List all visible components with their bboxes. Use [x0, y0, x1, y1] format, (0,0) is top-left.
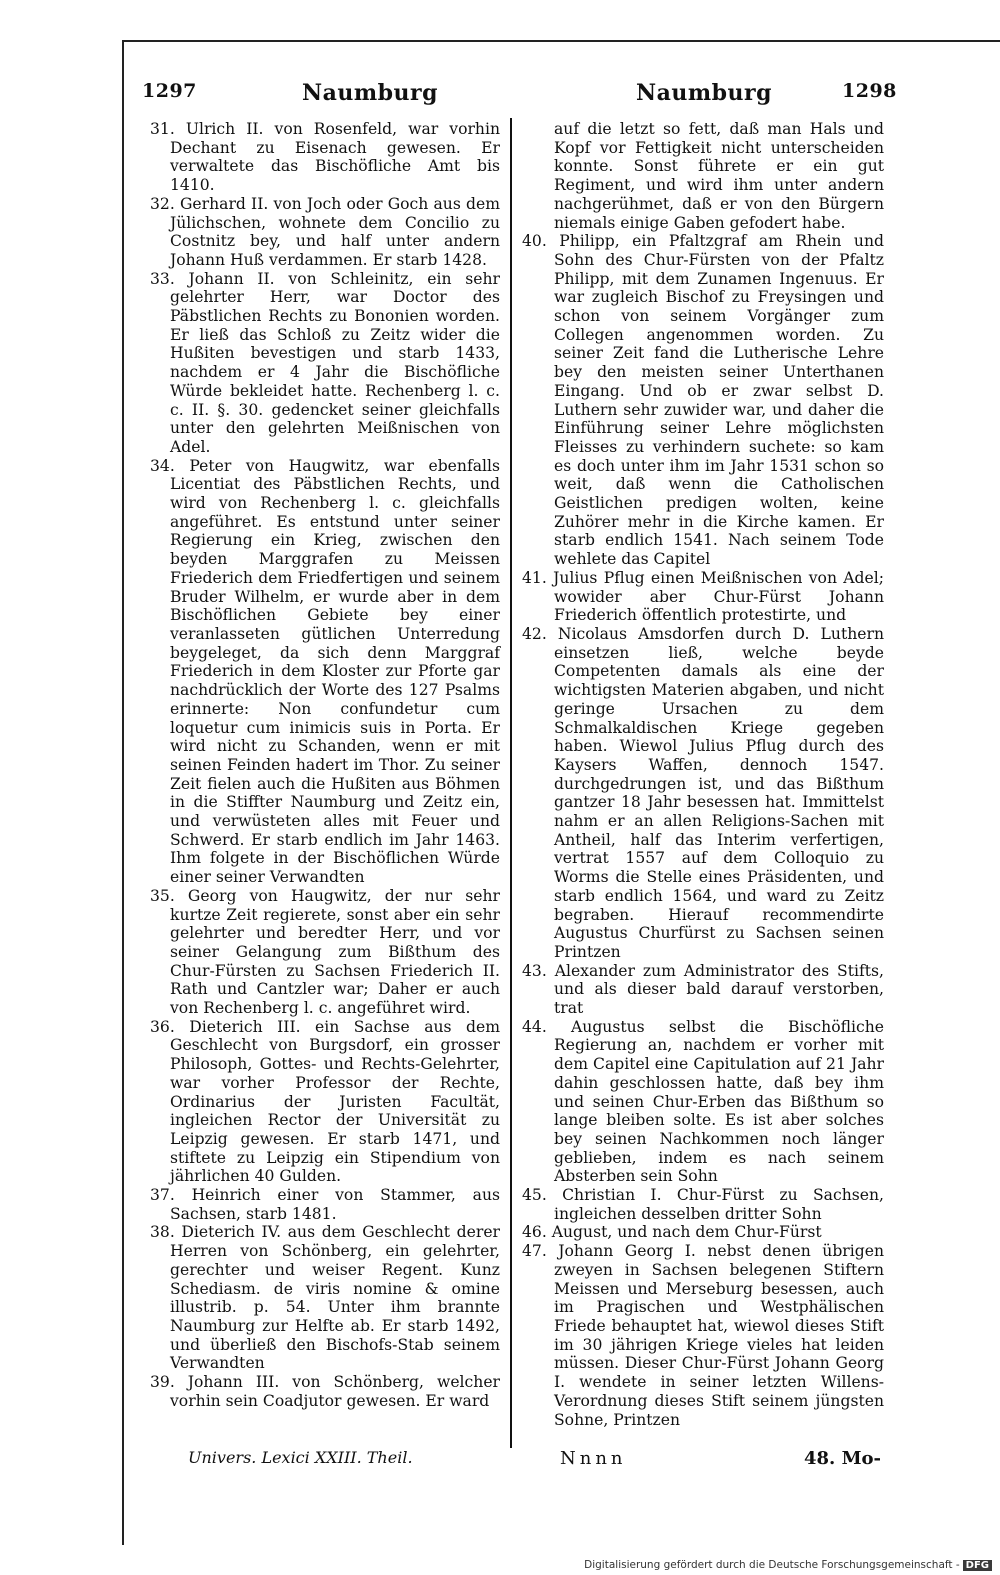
entry-43: 43. Alexander zum Administrator des Stifts, und als dieser bald darauf verstorben, trat [522, 961, 884, 1018]
left-page-number: 1297 [142, 80, 197, 102]
credit-text: Digitalisierung gefördert durch die Deutsche Forschungsgemeinschaft - [584, 1559, 960, 1571]
entry-45: 45. Christian I. Chur-Fürst zu Sachsen, ingleichen desselben dritter Sohn [522, 1186, 884, 1223]
page-border-top [122, 40, 1000, 42]
entry-42: 42. Nicolaus Amsdorfen durch D. Luthern einsetzen ließ, welche beyde Competenten damals als eine der wichtigsten Materien abgaben, und nicht geringe Ursachen zu dem Schmalkaldischen Kriege gegeben haben. Wiewol Julius Pflug durch des Kaysers Waffen, dennoch 1547. durchgedrungen ist, und das Bißthum gantzer 18 Jahr besessen hat. Immittelst nahm er an allen Religions-Sachen mit Antheil, half das Interim verfertigen, vertrat 1557 auf dem Colloquio zu Worms die Stelle eines Präsidenten, und starb endlich 1564, und ward zu Zeitz begraben. Hierauf recommendirte Augustus Churfürst zu Sachsen seinen Printzen [522, 624, 884, 961]
entry-41: 41. Julius Pflug einen Meißnischen von Adel; wowider aber Chur-Fürst Johann Friederich öffentlich protestirte, und [522, 568, 884, 625]
entry-34: 34. Peter von Haugwitz, war ebenfalls Licentiat des Päbstlichen Rechts, und wird von Rechenberg l. c. gleichfalls angeführet. Es entstund unter seiner Regierung ein Krieg, zwischen den beyden Marggrafen zu Meissen Friederich dem Friedfertigen und seinem Bruder Wilhelm, er wurde aber in dem Bischöflichen Gebiete bey einer veranlasseten gütlichen Unterredung beygeleget, da sich denn Marggraf Friederich in dem Kloster zur Pforte gar nachdrücklich der Worte des 127 Psalms erinnerte: Non confundetur cum loquetur cum inimicis suis in Porta. Er wird nicht zu Schanden, wenn er mit seinen Feinden hadert im Thor. Zu seiner Zeit fielen auch die Hußiten aus Böhmen in die Stiffter Naumburg und Zeitz ein, und verwüsteten alles mit Feuer und Schwerd. Er starb endlich im Jahr 1463. Ihm folgete in der Bischöflichen Würde einer seiner Verwandten [150, 456, 500, 887]
catchword: 48. Mo- [804, 1448, 881, 1469]
page-border-left [122, 40, 124, 1545]
right-running-title: Naumburg [636, 80, 772, 106]
entry-33: 33. Johann II. von Schleinitz, ein sehr gelehrter Herr, war Doctor des Päbstlichen Rechts zu Bononien worden. Er ließ das Schloß zu Zeitz wider die Hußiten bevestigen und starb 1433, nachdem er 4 Jahr die Bischöfliche Würde bekleidet hatte. Rechenberg l. c. c. II. §. 30. gedencket seiner gleichfalls unter den gelehrten Meißnischen von Adel. [150, 269, 500, 456]
entry-31: 31. Ulrich II. von Rosenfeld, war vorhin Dechant zu Eisenach gewesen. Er verwaltete das Bischöfliche Amt bis 1410. [150, 120, 500, 195]
left-column [150, 120, 500, 1411]
entry-38: 38. Dieterich IV. aus dem Geschlecht derer Herren von Schönberg, ein gelehrter, gerechter und weiser Regent. Kunz Schediasm. de viris nomine & omine illustrib. p. 54. Unter ihm brannte Naumburg zur Helfte ab. Er starb 1492, und überließ den Bischofs-Stab seinem Verwandten [150, 1223, 500, 1373]
column-divider [510, 118, 512, 1448]
entry-40: 40. Philipp, ein Pfaltzgraf am Rhein und Sohn des Chur-Fürsten von der Pfaltz Philipp, mit dem Zunamen Ingenuus. Er war zugleich Bischof zu Freysingen und schon von seinem Vorgänger zum Collegen angenommen worden. Zu seiner Zeit fand die Lutherische Lehre bey den meisten seiner Unterthanen Eingang. Und ob er zwar selbst D. Luthern sehr zuwider war, und daher die Einführung seiner Lehre möglichsten Fleisses zu verhindern suchete: so kam es doch unter ihm im Jahr 1531 schon so weit, daß wenn die Catholischen Geistlichen predigen wolten, keine Zuhörer mehr in die Kirche kamen. Er starb endlich 1541. Nach seinem Tode wehlete das Capitel [522, 232, 884, 569]
right-page-number: 1298 [842, 80, 897, 102]
entry-47: 47. Johann Georg I. nebst denen übrigen zweyen in Sachsen belegenen Stiftern Meissen und Merseburg besessen, auch im Pragischen und Westphälischen Friede behauptet hat, wiewol dieses Stift im 30 jährigen Kriege vieles hat leiden müssen. Dieser Chur-Fürst Johann Georg I. wendete in seiner letzten Willens-Verordnung dieses Stift seinem jüngsten Sohne, Printzen [522, 1242, 884, 1429]
entry-39-continued: auf die letzt so fett, daß man Hals und Kopf vor Fettigkeit nicht unterscheiden konnte. Sonst führete er ein gut Regiment, und wird ihm unter andern nachgerühmet, daß er von den Bürgern niemals einige Gaben gefodert habe. [554, 120, 884, 232]
digitization-credit [584, 1559, 992, 1571]
entry-39: 39. Johann III. von Schönberg, welcher vorhin sein Coadjutor gewesen. Er ward [150, 1373, 500, 1410]
entry-36: 36. Dieterich III. ein Sachse aus dem Geschlecht von Burgsdorf, ein grosser Philosoph, Gottes- und Rechts-Gelehrter, war vorher Professor der Rechte, Ordinarius der Juristen Facultät, ingleichen Rector der Universität zu Leipzig gewesen. Er starb 1471, und stiftete zu Leipzig ein Stipendium von jährlichen 40 Gulden. [150, 1017, 500, 1186]
entry-32: 32. Gerhard II. von Joch oder Goch aus dem Jülichschen, wohnete dem Concilio zu Costnitz bey, und half unter andern Johann Huß verdammen. Er starb 1428. [150, 194, 500, 269]
entry-46: 46. August, und nach dem Chur-Fürst [522, 1223, 822, 1242]
signature-mark: Nnnn [560, 1448, 627, 1469]
left-running-title: Naumburg [302, 80, 438, 106]
entry-35: 35. Georg von Haugwitz, der nur sehr kurtze Zeit regierete, sonst aber ein sehr gelehrter und beredter Herr, und vor seiner Gelangung zum Bißthum des Chur-Fürsten zu Sachsen Friederich II. Rath und Cantzler war; Daher er auch von Rechenberg l. c. angeführet wird. [150, 886, 500, 1018]
entry-44: 44. Augustus selbst die Bischöfliche Regierung an, nachdem er vorher mit dem Capitel eine Capitulation auf 21 Jahr dahin geschlossen hatte, daß bey ihm und seinen Chur-Erben das Bißthum so lange bleiben solte. Es ist aber solches bey seinen Nachkommen noch länger geblieben, indem es nach seinem Absterben sein Sohn [522, 1017, 884, 1186]
dfg-logo: DFG [963, 1560, 992, 1571]
right-column [522, 120, 884, 1429]
volume-title: Univers. Lexici XXIII. Theil. [188, 1448, 413, 1467]
entry-37: 37. Heinrich einer von Stammer, aus Sachsen, starb 1481. [150, 1186, 500, 1223]
